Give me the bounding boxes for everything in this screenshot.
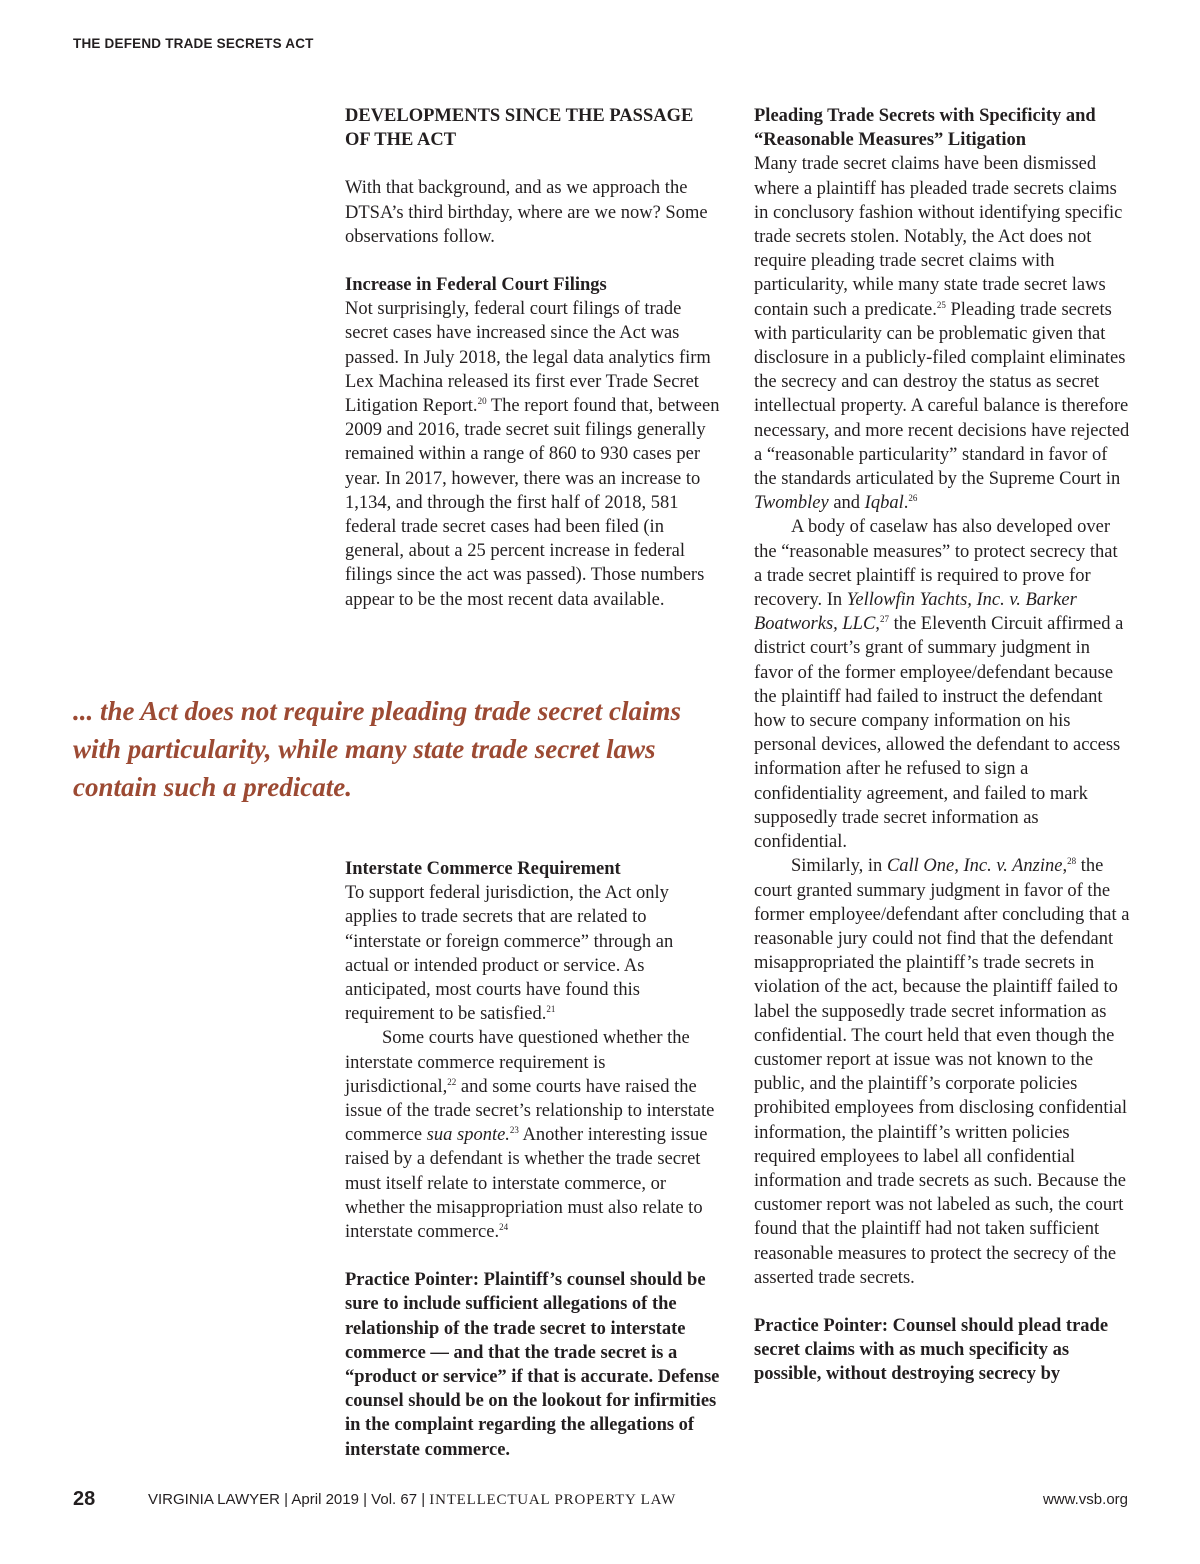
footnote-ref-26: 26 [908, 493, 918, 504]
case-iqbal: Iqbal [864, 493, 904, 514]
footer-url: www.vsb.org [1042, 1491, 1128, 1508]
footnote-ref-27: 27 [879, 614, 889, 625]
subheading-pleading [754, 104, 1130, 152]
pleading-paragraph-2 [754, 515, 1130, 854]
page-footer [73, 1488, 1128, 1518]
footnote-ref-20: 20 [477, 396, 487, 407]
subheading-interstate-commerce: Interstate Commerce Requirement [345, 859, 621, 879]
pleading-text-2b: the Eleventh Circuit affirmed a district court’s grant of summary judgment in favor of the former employee/defendant because the plaintiff had failed to instruct the defendant how to secure company information on his personal devices, allowed the defendant to access information after he refused to sign a confidentiality agreement, and failed to mark supposedly trade secret information as confidential. [754, 614, 1124, 853]
footer-separator: | [358, 1491, 372, 1508]
subheading-federal-filings: Increase in Federal Court Filings [345, 275, 607, 296]
pleading-period: . [903, 493, 909, 514]
section-title-line-1: DEVELOPMENTS SINCE THE PASSAGE [345, 106, 694, 126]
footer-volume: Vol. 67 [371, 1491, 418, 1508]
subheading-pleading-line-2: “Reasonable Measures” Litigation [754, 130, 1027, 151]
footer-publication-info [148, 1491, 676, 1509]
article-column-right [754, 104, 1130, 1387]
pleading-text-1b: Pleading trade secrets with particularity can be problematic given that disclosure in a publicly-filed complaint eliminates the secrecy and can destroy the status as secret intellectual property. A careful balance is therefore necessary, and more recent decisions have rejected a “reasonable particularity” standard in favor of the standards articulated by the Supreme Court in [754, 299, 1130, 490]
interstate-text-2c: Another interesting issue raised by a defendant is whether the trade secret must itself relate to interstate commerce, or whether the misappropriation must also relate to interstate commerce. [345, 1125, 708, 1243]
federal-filings-text-b: The report found that, between 2009 and 2016, trade secret suit filings generally remained within a range of 860 to 930 cases per year. In 2017, however, there was an increase to 1,134, and through the first half of 2018, 581 federal trade secret cases had been filed (in general, about a 25 percent increase in federal filings since the act was passed). Those numbers appear to be the most recent data available. [345, 396, 720, 610]
running-head: THE DEFEND TRADE SECRETS ACT [73, 36, 314, 51]
interstate-paragraph-2 [345, 1026, 721, 1244]
article-column-middle-bottom [345, 857, 721, 1462]
footer-date: April 2019 [291, 1491, 359, 1508]
case-yellowfin: Yellowfin Yachts, Inc. v. Barker Boatworks, LLC, [754, 590, 1077, 635]
pleading-text-1a: Many trade secret claims have been dismissed where a plaintiff has pleaded trade secrets claims in conclusory fashion without identifying specific trade secrets stolen. Notably, the Act does not require pleading trade secret claims with particularity, while many state trade secret laws contain such a predicate. [754, 154, 1123, 320]
footnote-ref-24: 24 [499, 1222, 509, 1233]
page-number: 28 [73, 1488, 96, 1510]
interstate-text-2b: and some courts have raised the issue of the trade secret’s relationship to interstate commerce [345, 1076, 715, 1146]
footnote-ref-23: 23 [509, 1125, 519, 1136]
footer-separator: | [417, 1491, 430, 1508]
case-twombley: Twombley [754, 493, 829, 514]
pleading-text-2a: A body of caselaw has also developed over the “reasonable measures” to protect secrecy that a trade secret plaintiff is required to prove for recovery. In [754, 517, 1118, 611]
section-title-line-2: OF THE ACT [345, 130, 457, 151]
pleading-and: and [828, 493, 865, 514]
footnote-ref-28: 28 [1067, 856, 1077, 867]
federal-filings-paragraph [345, 297, 721, 612]
footer-separator: | [279, 1491, 292, 1508]
footnote-ref-25: 25 [936, 299, 946, 310]
footer-publication: VIRGINIA LAWYER [148, 1491, 280, 1508]
practice-pointer-pleading: Practice Pointer: Counsel should plead trade secret claims with as much specificity as possible, without destroying secrecy by [754, 1315, 1109, 1385]
intro-paragraph: With that background, and as we approach the DTSA’s third birthday, where are we now? Some observations follow. [345, 178, 708, 247]
interstate-text-2a: Some courts have questioned whether the interstate commerce requirement is jurisdictional, [345, 1028, 690, 1097]
footnote-ref-21: 21 [546, 1004, 556, 1015]
pleading-comma: , [1062, 856, 1068, 877]
section-title [345, 104, 721, 152]
case-call-one: Call One, Inc. v. Anzine [886, 856, 1063, 877]
pleading-text-3a: Similarly, in [791, 856, 887, 877]
article-column-middle-top [345, 104, 721, 612]
pleading-text-3b: the court granted summary judgment in favor of the former employee/defendant after concluding that a reasonable jury could not find that the defendant misappropriated the plaintiff’s trade secrets in violation of the act, because the plaintiff failed to label the supposedly trade secret information as confidential. The court held that even though the customer report at issue was not known to the public, and the plaintiff’s corporate policies prohibited employees from disclosing confidential information, the plaintiff’s written policies required employees to label all confidential information and trade secrets as such. Because the customer report was not labeled as such, the court found that the plaintiff had not taken sufficient reasonable measures to protect the secrecy of the asserted trade secrets. [754, 856, 1130, 1288]
pleading-paragraph-3 [754, 854, 1130, 1290]
footnote-ref-22: 22 [447, 1076, 457, 1087]
footer-section: INTELLECTUAL PROPERTY LAW [429, 1492, 677, 1508]
interstate-text-1: To support federal jurisdiction, the Act only applies to trade secrets that are related to “interstate or foreign commerce” through an actual or intended product or service. As anticipated, most courts have found this requirement to be satisfied. [345, 883, 674, 1025]
pleading-paragraph-1 [754, 152, 1130, 515]
federal-filings-text-a: Not surprisingly, federal court filings of trade secret cases have increased since the Act was passed. In July 2018, the legal data analytics firm Lex Machina released its first ever Trade Secret Litigation Report. [345, 299, 711, 417]
interstate-paragraph-1 [345, 881, 721, 1026]
subheading-pleading-line-1: Pleading Trade Secrets with Specificity and [754, 106, 1096, 126]
interstate-latin-term: sua sponte. [426, 1125, 510, 1146]
practice-pointer-interstate: Practice Pointer: Plaintiff’s counsel should be sure to include sufficient allegations of the relationship of the trade secret to interstate commerce — and that the trade secret is a “product or service” if that is accurate. Defense counsel should be on the lookout for infirmities in the complaint regarding the allegations of interstate commerce. [345, 1270, 720, 1460]
pull-quote: ... the Act does not require pleading trade secret claims with particularity, while many state trade secret laws contain such a predicate. [73, 696, 681, 802]
